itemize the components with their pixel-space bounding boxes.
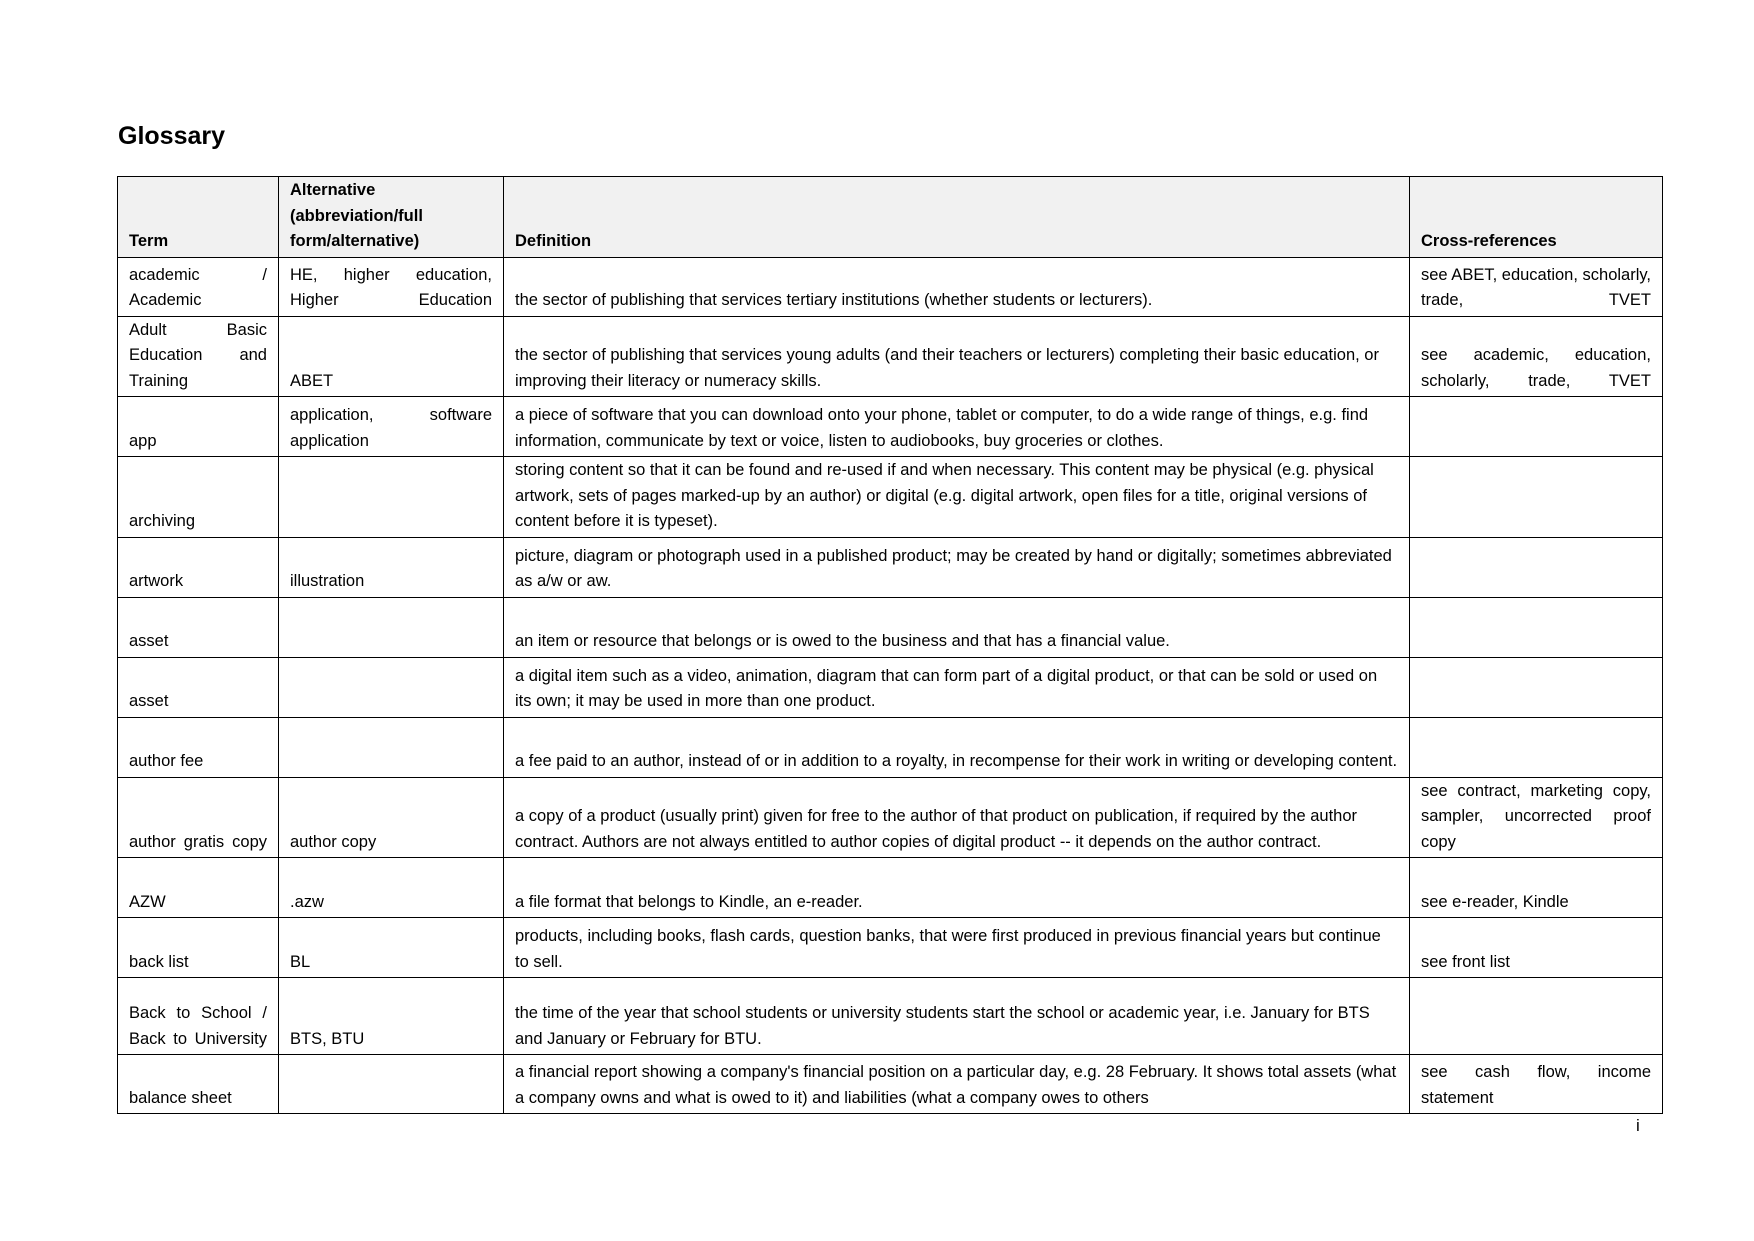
term-cell: app xyxy=(118,397,279,457)
cross-references-cell: see academic, education, scholarly, trade, TVET xyxy=(1410,316,1663,397)
alternative-cell: .azw xyxy=(279,858,504,918)
term-cell: author gratis copy xyxy=(118,777,279,858)
definition-cell: picture, diagram or photograph used in a published product; may be created by hand or digitally; sometimes abbreviated as a/w or aw. xyxy=(504,537,1410,597)
column-header-cross-references: Cross-references xyxy=(1410,177,1663,258)
definition-cell: a financial report showing a company's financial position on a particular day, e.g. 28 February. It shows total assets (what a company owns and what is owed to it) and liabilities (what a company owes to others xyxy=(504,1055,1410,1114)
term-cell: asset xyxy=(118,657,279,717)
definition-cell: an item or resource that belongs or is owed to the business and that has a financial value. xyxy=(504,597,1410,657)
table-row xyxy=(118,717,1663,777)
alternative-cell xyxy=(279,597,504,657)
definition-cell: a file format that belongs to Kindle, an e-reader. xyxy=(504,858,1410,918)
glossary-table xyxy=(117,176,1663,1114)
table-row xyxy=(118,777,1663,858)
cross-references-cell xyxy=(1410,397,1663,457)
table-row xyxy=(118,858,1663,918)
cross-references-cell xyxy=(1410,978,1663,1055)
table-row xyxy=(118,597,1663,657)
table-row xyxy=(118,316,1663,397)
term-cell: Adult Basic Education and Training xyxy=(118,316,279,397)
term-cell: asset xyxy=(118,597,279,657)
definition-cell: a fee paid to an author, instead of or in addition to a royalty, in recompense for their work in writing or developing content. xyxy=(504,717,1410,777)
definition-cell: a digital item such as a video, animation, diagram that can form part of a digital product, or that can be sold or used on its own; it may be used in more than one product. xyxy=(504,657,1410,717)
cross-references-cell xyxy=(1410,717,1663,777)
term-cell: archiving xyxy=(118,457,279,538)
term-cell: academic / Academic xyxy=(118,257,279,316)
definition-cell: the time of the year that school students or university students start the school or academic year, i.e. January for BTS and January or February for BTU. xyxy=(504,978,1410,1055)
term-cell: back list xyxy=(118,918,279,978)
definition-cell: storing content so that it can be found and re-used if and when necessary. This content may be physical (e.g. physical artwork, sets of pages marked-up by an author) or digital (e.g. digital artwork, open files for a title, original versions of content before it is typeset). xyxy=(504,457,1410,538)
cross-references-cell xyxy=(1410,457,1663,538)
column-header-alternative: Alternative (abbreviation/full form/alternative) xyxy=(279,177,504,258)
cross-references-cell: see ABET, education, scholarly, trade, TVET xyxy=(1410,257,1663,316)
definition-cell: products, including books, flash cards, question banks, that were first produced in previous financial years but continue to sell. xyxy=(504,918,1410,978)
table-row xyxy=(118,457,1663,538)
alternative-cell xyxy=(279,717,504,777)
alternative-cell: application, software application xyxy=(279,397,504,457)
table-row xyxy=(118,978,1663,1055)
term-cell: AZW xyxy=(118,858,279,918)
definition-cell: the sector of publishing that services young adults (and their teachers or lecturers) completing their basic education, or improving their literacy or numeracy skills. xyxy=(504,316,1410,397)
alternative-cell: ABET xyxy=(279,316,504,397)
page-number: i xyxy=(1636,1116,1640,1135)
cross-references-cell: see e-reader, Kindle xyxy=(1410,858,1663,918)
cross-references-cell xyxy=(1410,537,1663,597)
table-row xyxy=(118,397,1663,457)
alternative-cell: HE, higher education, Higher Education xyxy=(279,257,504,316)
table-row xyxy=(118,257,1663,316)
definition-cell: a piece of software that you can download onto your phone, tablet or computer, to do a wide range of things, e.g. find information, communicate by text or voice, listen to audiobooks, buy groceries or clothes. xyxy=(504,397,1410,457)
definition-cell: a copy of a product (usually print) given for free to the author of that product on publication, if required by the author contract. Authors are not always entitled to author copies of digital product -- it depends on the author contract. xyxy=(504,777,1410,858)
term-cell: Back to School / Back to University xyxy=(118,978,279,1055)
alternative-cell xyxy=(279,657,504,717)
alternative-cell xyxy=(279,1055,504,1114)
cross-references-cell: see contract, marketing copy, sampler, uncorrected proof copy xyxy=(1410,777,1663,858)
term-cell: artwork xyxy=(118,537,279,597)
page-title: Glossary xyxy=(118,122,226,150)
term-cell: author fee xyxy=(118,717,279,777)
table-row xyxy=(118,1055,1663,1114)
term-cell: balance sheet xyxy=(118,1055,279,1114)
cross-references-cell xyxy=(1410,657,1663,717)
cross-references-cell: see cash flow, income statement xyxy=(1410,1055,1663,1114)
column-header-definition: Definition xyxy=(504,177,1410,258)
alternative-cell: BL xyxy=(279,918,504,978)
table-row xyxy=(118,537,1663,597)
table-header-row xyxy=(118,177,1663,258)
cross-references-cell: see front list xyxy=(1410,918,1663,978)
alternative-cell: author copy xyxy=(279,777,504,858)
alternative-cell: illustration xyxy=(279,537,504,597)
column-header-term: Term xyxy=(118,177,279,258)
alternative-cell xyxy=(279,457,504,538)
alternative-cell: BTS, BTU xyxy=(279,978,504,1055)
table-row xyxy=(118,918,1663,978)
definition-cell: the sector of publishing that services tertiary institutions (whether students or lecturers). xyxy=(504,257,1410,316)
table-row xyxy=(118,657,1663,717)
cross-references-cell xyxy=(1410,597,1663,657)
